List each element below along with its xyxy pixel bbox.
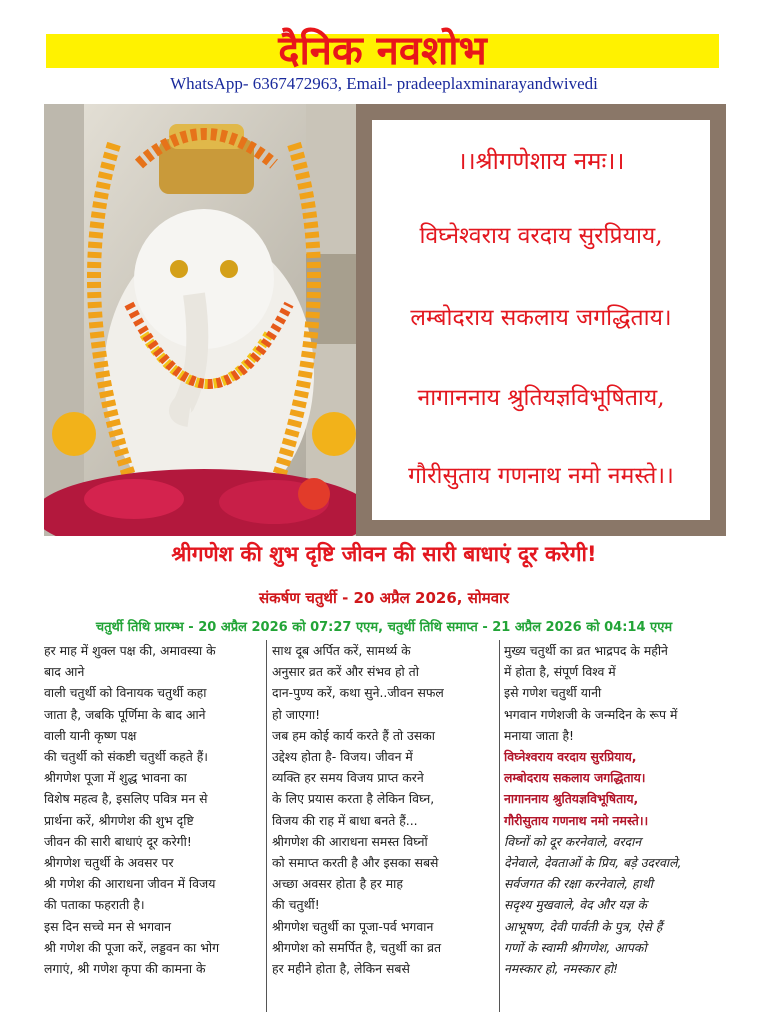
masthead-title: दैनिक नवशोभ: [278, 28, 487, 74]
paragraph-line: श्री गणेश की पूजा करें, लड्डवन का भोग: [44, 939, 220, 955]
paragraph-line: में होता है, संपूर्ण विश्व में: [504, 664, 616, 680]
mantra-line: ।।श्रीगणेशाय नमः।।: [457, 147, 625, 175]
paragraph-line: की चतुर्थी को संकष्टी चतुर्थी कहते हैं।: [44, 749, 208, 765]
paragraph-line: श्रीगणेश को समर्पित है, चतुर्थी का व्रत: [272, 939, 442, 955]
paragraph-line: इसे गणेश चतुर्थी यानी: [504, 685, 602, 701]
mantra-quote-line: लम्बोदराय सकलाय जगद्धिताय।: [504, 770, 646, 786]
meaning-line: गणों के स्वामी श्रीगणेश, आपको: [504, 939, 647, 955]
paragraph-line: के लिए प्रयास करता है लेकिन विघ्न,: [272, 791, 435, 807]
meaning-line: सर्वजगत की रक्षा करनेवाले, हाथी: [504, 876, 653, 892]
paragraph-line: अच्छा अवसर होता है हर माह: [272, 876, 403, 892]
mantra-quote-line: गौरीसुताय गणनाथ नमो नमस्ते।।: [504, 812, 649, 828]
mantra-line: विघ्नेश्वराय वरदाय सुरप्रियाय,: [419, 223, 663, 249]
mantra-line: लम्बोदराय सकलाय जगद्धिताय।: [410, 305, 672, 331]
column-divider: [499, 640, 500, 1012]
paragraph-line: व्यक्ति हर समय विजय प्राप्त करने: [272, 770, 424, 786]
paragraph-line: अनुसार व्रत करें और संभव हो तो: [272, 664, 419, 680]
column-divider: [266, 640, 267, 1012]
contact-line: WhatsApp- 6367472963, Email- pradeeplaxminarayandwivedi: [170, 74, 598, 93]
paragraph-line: विशेष महत्व है, इसलिए पवित्र मन से: [44, 791, 208, 807]
paragraph-line: उद्देश्य होता है- विजय। जीवन में: [272, 749, 413, 765]
article-column-3: [504, 640, 728, 979]
meaning-line: आभूषण, देवी पार्वती के पुत्र, ऐसे हैं: [504, 918, 663, 934]
article-column-2: [272, 640, 496, 979]
meaning-line: विघ्नों को दूर करनेवाले, वरदान: [504, 833, 642, 849]
paragraph-line: जीवन की सारी बाधाएं दूर करेगी!: [44, 833, 192, 849]
subheadline-date: संकर्षण चतुर्थी - 20 अप्रैल 2026, सोमवार: [258, 589, 510, 607]
paragraph-line: श्रीगणेश की आराधना समस्त विघ्नों: [272, 833, 428, 849]
mantra-line: गौरीसुताय गणनाथ नमो नमस्ते।।: [408, 463, 674, 489]
paragraph-line: हर माह में शुक्ल पक्ष की, अमावस्या के: [44, 643, 216, 658]
article-column-1: [44, 640, 262, 979]
paragraph-line: श्रीगणेश चतुर्थी के अवसर पर: [44, 855, 174, 871]
paragraph-line: जाता है, जबकि पूर्णिमा के बाद आने: [44, 706, 206, 722]
meaning-line: सदृश्य मुखवाले, वेद और यज्ञ के: [504, 897, 647, 913]
paragraph-line: श्रीगणेश पूजा में शुद्ध भावना का: [44, 770, 187, 786]
paragraph-line: श्रीगणेश चतुर्थी का पूजा-पर्व भगवान: [272, 918, 434, 934]
paragraph-line: साथ दूब अर्पित करें, सामर्थ्य के: [272, 643, 411, 658]
paragraph-line: भगवान गणेशजी के जन्मदिन के रूप में: [504, 706, 678, 722]
mantra-line: नागाननाय श्रुतियज्ञविभूषिताय,: [417, 385, 665, 411]
paragraph-line: की चतुर्थी!: [272, 897, 320, 913]
paragraph-line: बाद आने: [44, 664, 85, 680]
paragraph-line: इस दिन सच्चे मन से भगवान: [44, 918, 172, 934]
paragraph-line: लगाएं, श्री गणेश कृपा की कामना के: [44, 961, 206, 977]
mantra-quote-line: विघ्नेश्वराय वरदाय सुरप्रियाय,: [504, 749, 637, 765]
mantra-frame: [356, 104, 726, 536]
ganesha-idol-icon: [44, 104, 358, 536]
mantra-panel: [372, 120, 710, 520]
meaning-line: नमस्कार हो, नमस्कार हो!: [504, 961, 619, 977]
paragraph-line: वाली यानी कृष्ण पक्ष: [44, 727, 137, 743]
paragraph-line: हर महीने होता है, लेकिन सबसे: [272, 961, 410, 977]
paragraph-line: विजय की राह में बाधा बनते हैं...: [272, 812, 418, 828]
paragraph-line: श्री गणेश की आराधना जीवन में विजय: [44, 876, 216, 892]
headline: श्रीगणेश की शुभ दृष्टि जीवन की सारी बाधाएं दूर करेगी!: [171, 542, 597, 566]
paragraph-line: वाली चतुर्थी को विनायक चतुर्थी कहा: [44, 685, 207, 701]
tithi-timings: चतुर्थी तिथि प्रारम्भ - 20 अप्रैल 2026 को 07:27 एएम, चतुर्थी तिथि समाप्त - 21 अप्रैल 2026 को 04:14 एएम: [95, 620, 673, 635]
paragraph-line: मुख्य चतुर्थी का व्रत भाद्रपद के महीने: [504, 643, 668, 658]
paragraph-line: को समाप्त करती है और इसका सबसे: [272, 855, 439, 871]
paragraph-line: जब हम कोई कार्य करते हैं तो उसका: [272, 727, 435, 743]
masthead-band: [46, 28, 719, 74]
paragraph-line: की पताका फहराती है।: [44, 897, 145, 913]
meaning-line: देनेवाले, देवताओं के प्रिय, बड़े उदरवाले,: [504, 855, 682, 871]
paragraph-line: हो जाएगा!: [272, 706, 321, 722]
mantra-quote-line: नागाननाय श्रुतियज्ञविभूषिताय,: [504, 791, 639, 807]
paragraph-line: प्रार्थना करें, श्रीगणेश की शुभ दृष्टि: [44, 812, 194, 828]
ganesha-idol-photo: [44, 104, 358, 536]
paragraph-line: मनाया जाता है!: [504, 727, 574, 743]
paragraph-line: दान-पुण्य करें, कथा सुने..जीवन सफल: [272, 685, 444, 701]
